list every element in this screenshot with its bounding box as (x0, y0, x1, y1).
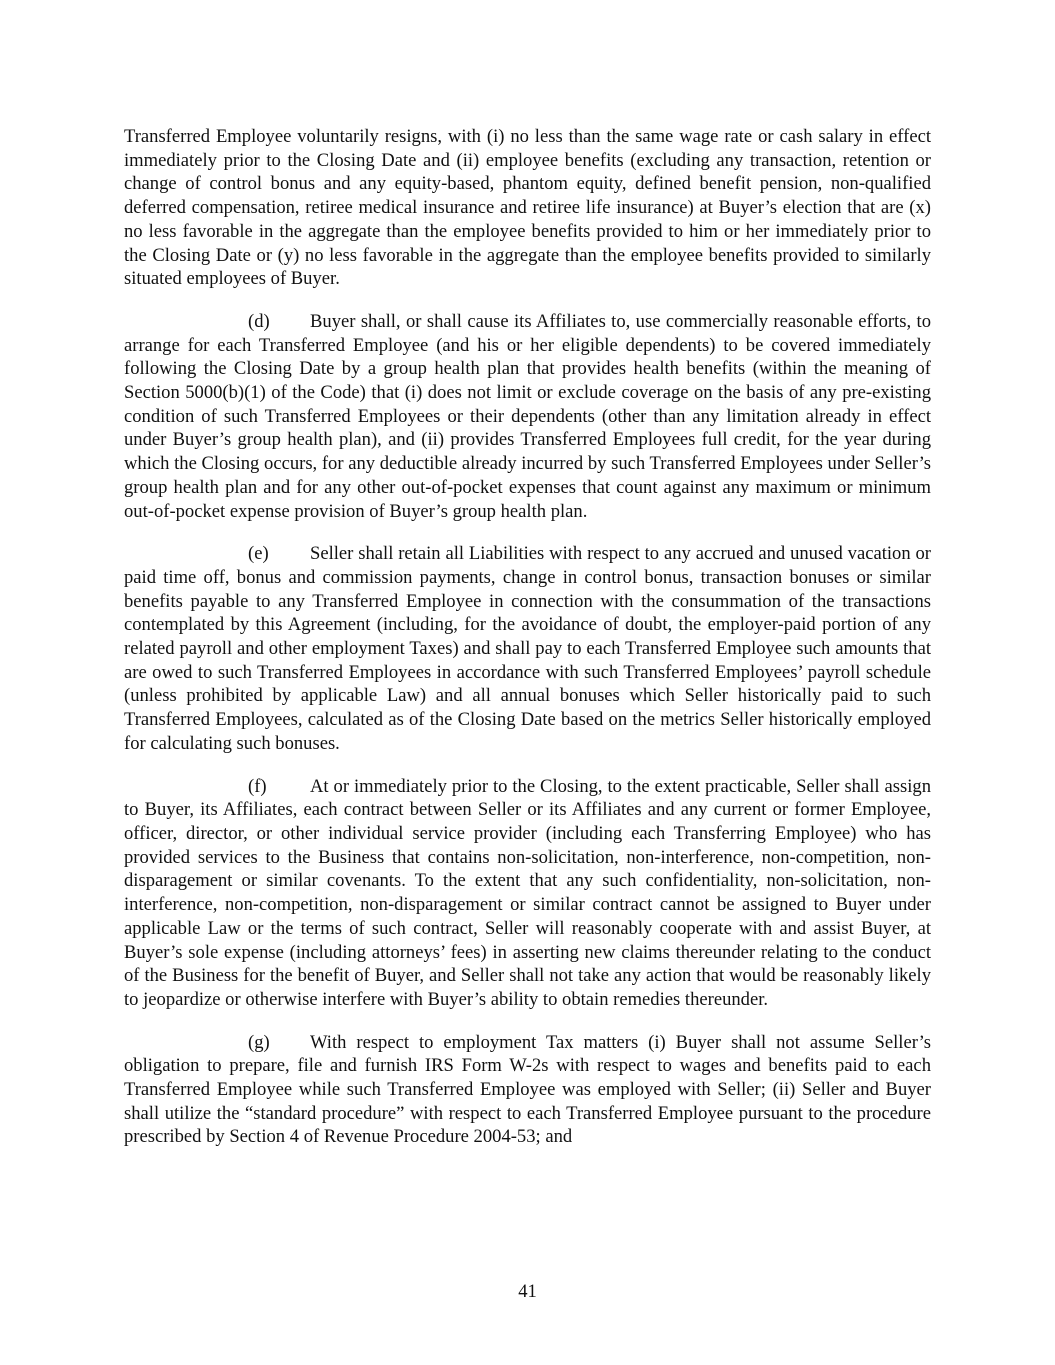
paragraph-continuation (124, 125, 931, 291)
paragraph-e (124, 542, 931, 755)
paragraph-f (124, 775, 931, 1012)
page-number: 41 (518, 1281, 537, 1302)
section-label: (g) (248, 1031, 270, 1053)
paragraph-text: Buyer shall, or shall cause its Affiliates to, use commercially reasonable efforts, to arrange for each Transferred Employee (and his or her eligible dependents) to be covered immediately following the Closing Date by a group health plan that provides health benefits (within the meaning of Section 5000(b)(1) of the Code) that (i) does not limit or exclude coverage on the basis of any pre-existing condition of such Transferred Employees or their dependents (other than any limitation already in effect under Buyer’s group health plan), and (ii) provides Transferred Employees full credit, for the year during which the Closing occurs, for any deductible already incurred by such Transferred Employees under Seller’s group health plan and for any other out-of-pocket expenses that count against any maximum or minimum out-of-pocket expense provision of Buyer’s group health plan. (124, 310, 931, 522)
paragraph-d (124, 310, 931, 523)
paragraph-g (124, 1031, 931, 1150)
document-body (124, 125, 931, 1168)
paragraph-text: Transferred Employee voluntarily resigns, with (i) no less than the same wage rate or cash salary in effect immediately prior to the Closing Date and (ii) employee benefits (excluding any transaction, retention or change of control bonus and any equity-based, phantom equity, defined benefit pension, non-qualified deferred compensation, retiree medical insurance and retiree life insurance) at Buyer’s election that are (x) no less favorable in the aggregate than the employee benefits provided to him or her immediately prior to the Closing Date or (y) no less favorable in the aggregate than the employee benefits provided to similarly situated employees of Buyer. (124, 126, 931, 290)
paragraph-text: Seller shall retain all Liabilities with respect to any accrued and unused vacation or paid time off, bonus and commission payments, change in control bonus, transaction bonuses or similar benefits payable to any Transferred Employee in connection with the consummation of the transactions contemplated by this Agreement (including, for the avoidance of doubt, the employer-paid portion of any related payroll and other employment Taxes) and shall pay to each Transferred Employee such amounts that are owed to such Transferred Employees in accordance with such Transferred Employees’ payroll schedule (unless prohibited by applicable Law) and all annual bonuses which Seller historically paid to such Transferred Employees, calculated as of the Closing Date based on the metrics Seller historically employed for calculating such bonuses. (124, 543, 931, 754)
section-label: (f) (248, 775, 267, 797)
section-label: (e) (248, 543, 269, 565)
paragraph-text: At or immediately prior to the Closing, to the extent practicable, Seller shall assign to Buyer, its Affiliates, each contract between Seller or its Affiliates and any current or former Employee, officer, director, or other individual service provider (including each Transferring Employee) who has provided services to the Business that contains non-solicitation, non-interference, non-competition, non-disparagement or similar covenants. To the extent that any such confidentiality, non-solicitation, non-interference, non-competition, non-disparagement or similar contract cannot be assigned to Buyer under applicable Law or the terms of such contract, Seller will reasonably cooperate with and assist Buyer, at Buyer’s sole expense (including attorneys’ fees) in asserting new claims thereunder relating to the conduct of the Business for the benefit of Buyer, and Seller shall not take any action that would be reasonably likely to jeopardize or otherwise interfere with Buyer’s ability to obtain remedies thereunder. (124, 775, 931, 1010)
section-label: (d) (248, 310, 270, 332)
paragraph-text: With respect to employment Tax matters (i) Buyer shall not assume Seller’s obligation to prepare, file and furnish IRS Form W-2s with respect to wages and benefits paid to each Transferred Employee while such Transferred Employee was employed with Seller; (ii) Seller and Buyer shall utilize the “standard procedure” with respect to each Transferred Employee pursuant to the procedure prescribed by Section 4 of Revenue Procedure 2004-53; and (124, 1031, 931, 1148)
